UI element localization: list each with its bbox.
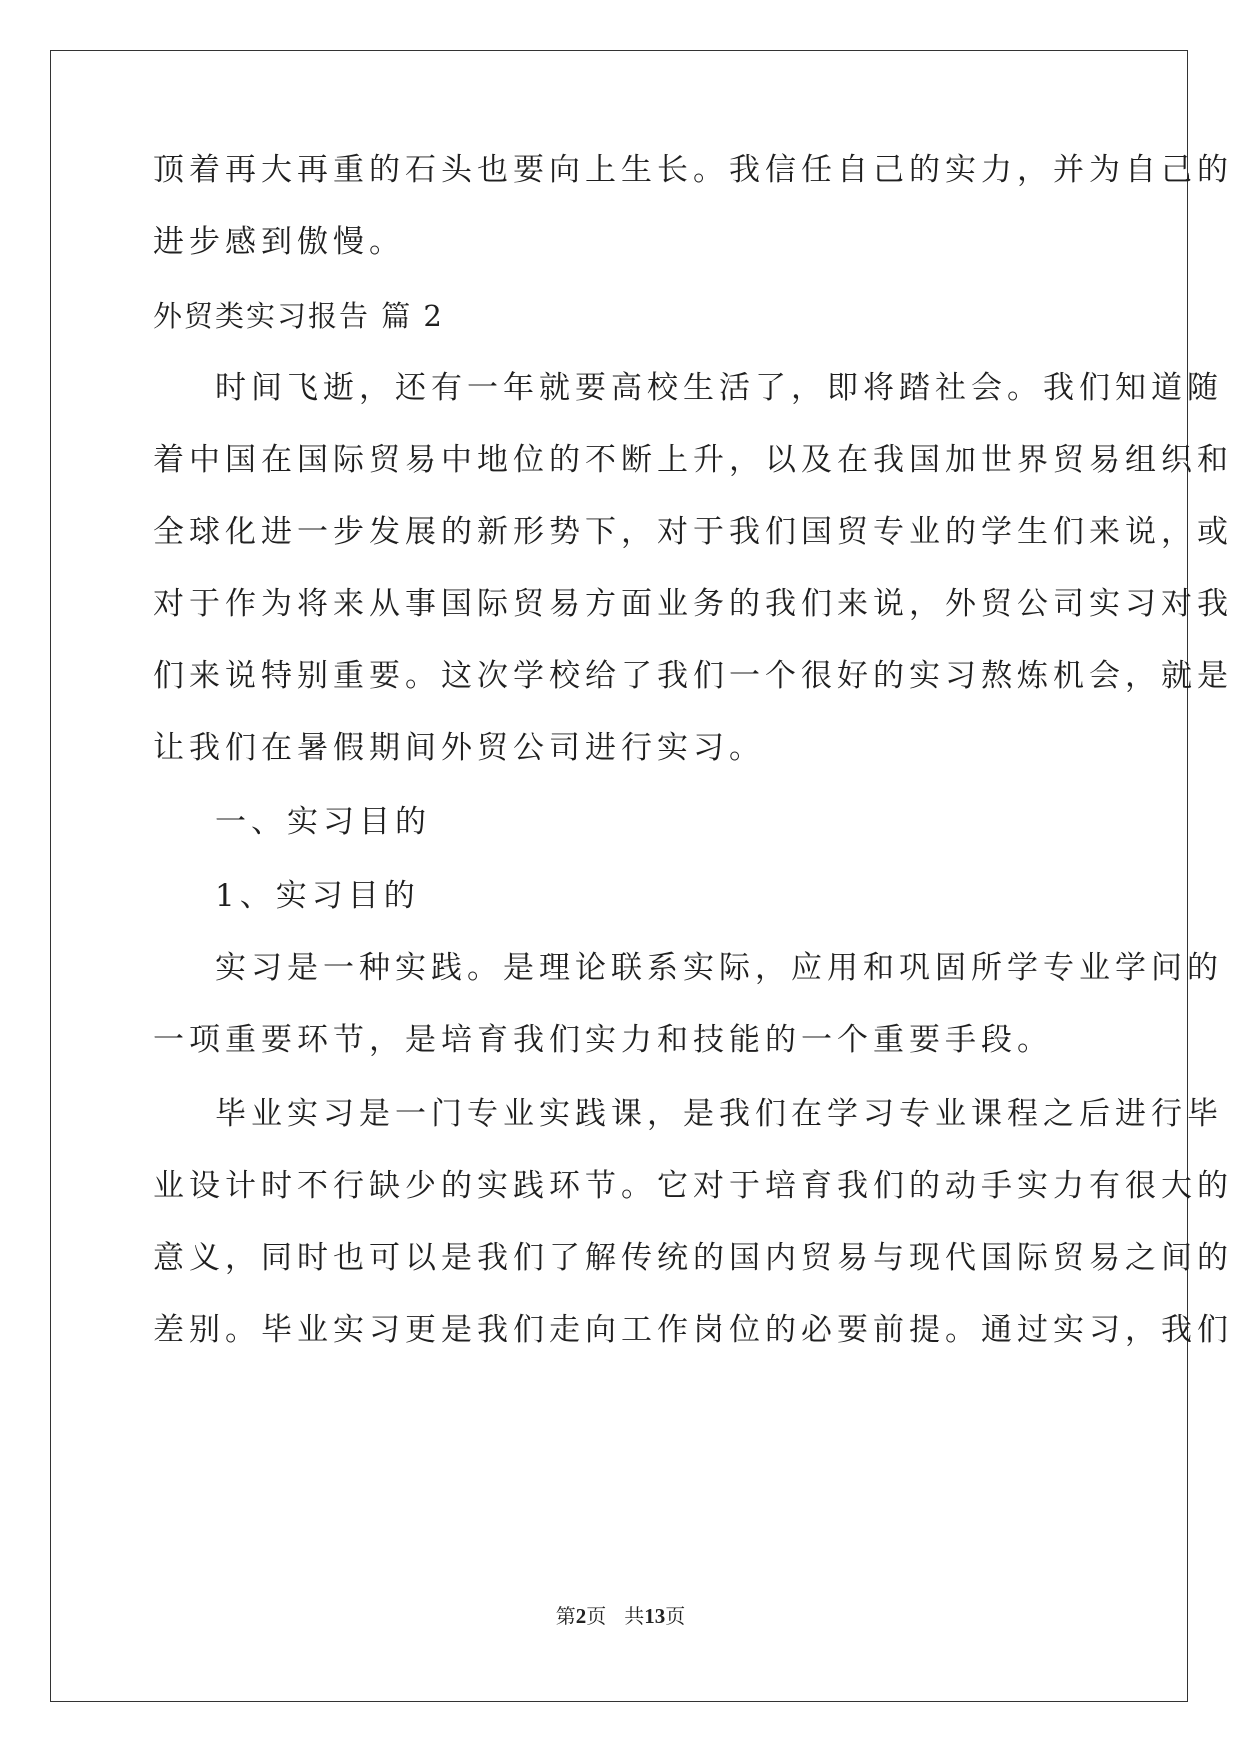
body-line-10: 一项重要环节，是培育我们实力和技能的一个重要手段。: [153, 1022, 1053, 1058]
body-line-5: 全球化进一步发展的新形势下，对于我们国贸专业的学生们来说，或: [153, 514, 1233, 550]
footer-page-number: 2: [575, 1604, 587, 1628]
footer-page-suffix: 页: [586, 1604, 607, 1628]
body-line-14: 差别。毕业实习更是我们走向工作岗位的必要前提。通过实习，我们: [153, 1312, 1233, 1348]
body-line-8: 让我们在暑假期间外贸公司进行实习。: [153, 730, 765, 766]
body-line-4: 着中国在国际贸易中地位的不断上升，以及在我国加世界贸易组织和: [153, 442, 1233, 478]
page-footer: [0, 1604, 1241, 1628]
subheading-1: 一、实习目的: [215, 804, 431, 840]
body-line-9: 实习是一种实践。是理论联系实际，应用和巩固所学专业学问的: [215, 950, 1223, 986]
footer-total-prefix: 共: [624, 1604, 645, 1628]
subheading-2: 1、实习目的: [215, 878, 420, 914]
body-line-7: 们来说特别重要。这次学校给了我们一个很好的实习熬炼机会，就是: [153, 658, 1233, 694]
footer-prefix: 第: [555, 1604, 576, 1628]
body-line-13: 意义，同时也可以是我们了解传统的国内贸易与现代国际贸易之间的: [153, 1240, 1233, 1276]
body-line-3: 时间飞逝，还有一年就要高校生活了，即将踏社会。我们知道随: [215, 370, 1223, 406]
body-line-11: 毕业实习是一门专业实践课，是我们在学习专业课程之后进行毕: [215, 1096, 1223, 1132]
body-line-1: 顶着再大再重的石头也要向上生长。我信任自己的实力，并为自己的: [153, 152, 1233, 188]
section-heading: 外贸类实习报告 篇 2: [153, 299, 444, 333]
footer-total-suffix: 页: [665, 1604, 686, 1628]
body-line-2: 进步感到傲慢。: [153, 224, 405, 260]
body-line-12: 业设计时不行缺少的实践环节。它对于培育我们的动手实力有很大的: [153, 1168, 1233, 1204]
footer-total-pages: 13: [644, 1604, 666, 1628]
body-line-6: 对于作为将来从事国际贸易方面业务的我们来说，外贸公司实习对我: [153, 586, 1233, 622]
